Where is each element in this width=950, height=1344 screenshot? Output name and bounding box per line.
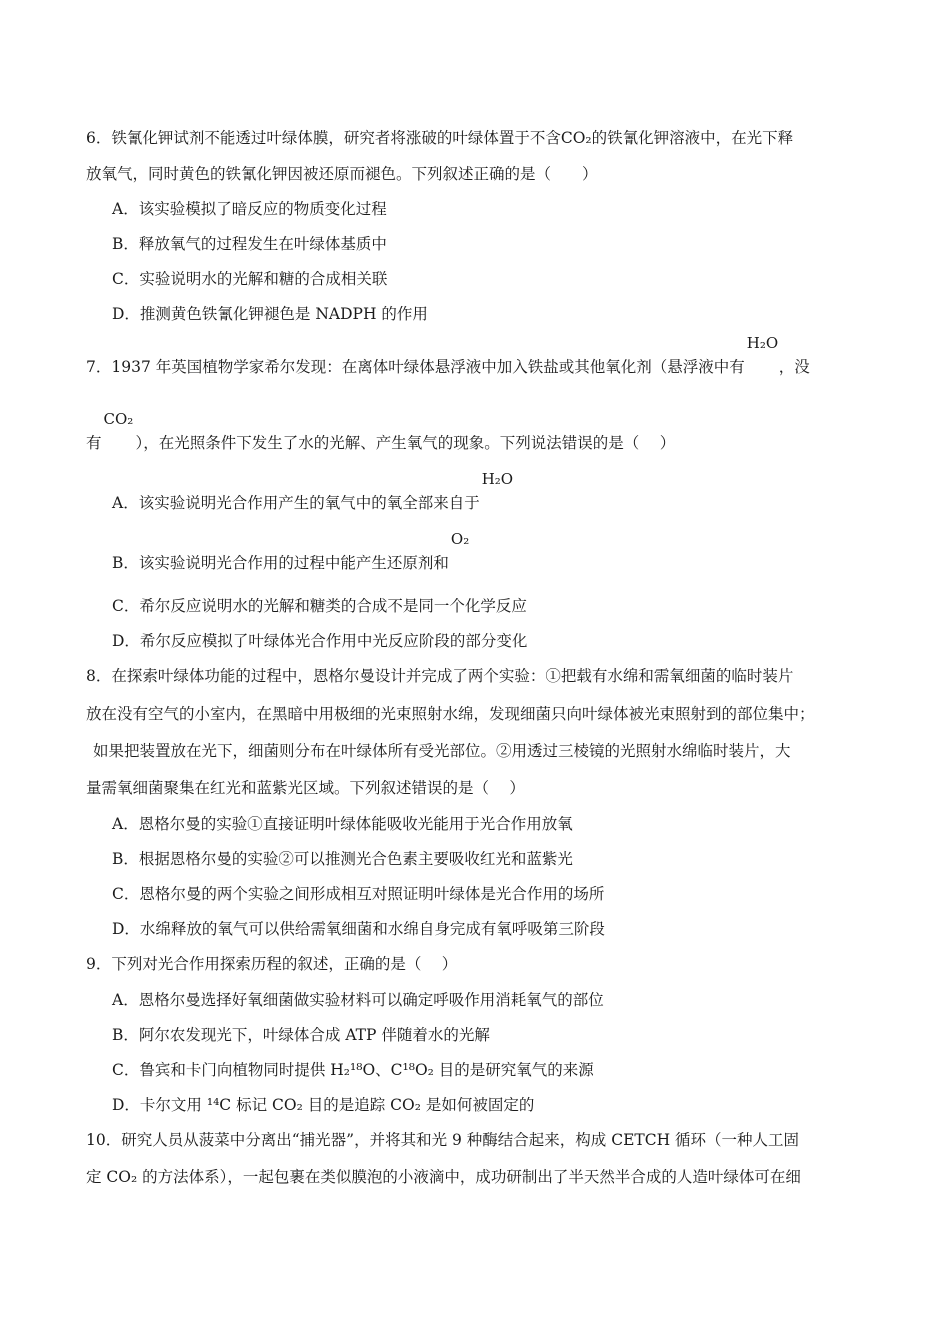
q7-option-a — [112, 470, 514, 513]
q8-option-c: C．恩格尔曼的两个实验之间形成相互对照证明叶绿体是光合作用的场所 — [112, 885, 605, 903]
q10-stem-line1: 10．研究人员从菠菜中分离出“捕光器”，并将其和光 9 种酶结合起来，构成 CETCH 循环（一种人工固 — [86, 1131, 800, 1149]
q9-option-a: A．恩格尔曼选择好氧细菌做实验材料可以确定呼吸作用消耗氧气的部位 — [112, 991, 604, 1009]
q8-option-a: A．恩格尔曼的实验①直接证明叶绿体能吸收光能用于光合作用放氧 — [112, 815, 573, 833]
q9-stem-line1: 9．下列对光合作用探索历程的叙述，正确的是（ ） — [86, 955, 458, 973]
q6-option-c: C．实验说明水的光解和糖的合成相关联 — [112, 270, 388, 288]
formula-co2 — [102, 410, 136, 448]
q7-option-b-text: B．该实验说明光合作用的过程中能产生还原剂和 — [112, 554, 449, 572]
q6-stem-line1: 6．铁氰化钾试剂不能透过叶绿体膜，研究者将涨破的叶绿体置于不含CO₂的铁氰化钾溶液中，在光下释 — [86, 129, 794, 147]
q8-option-b: B．根据恩格尔曼的实验②可以推测光合色素主要吸收红光和蓝紫光 — [112, 850, 573, 868]
q7-option-a-text: A．该实验说明光合作用产生的氧气中的氧全部来自于 — [112, 494, 480, 512]
formula-text: CO₂ — [103, 410, 134, 428]
q7-stem-line2 — [86, 410, 676, 453]
q7-stem-line1-text: 7．1937 年英国植物学家希尔发现：在离体叶绿体悬浮液中加入铁盐或其他氧化剂（悬浮液中有 — [86, 358, 745, 376]
q7-option-b — [112, 530, 483, 573]
q6-option-b: B．释放氧气的过程发生在叶绿体基质中 — [112, 235, 387, 253]
q9-option-c: C．鲁宾和卡门向植物同时提供 H₂¹⁸O、C¹⁸O₂ 目的是研究氧气的来源 — [112, 1061, 594, 1079]
formula-h2o — [480, 470, 514, 508]
q7-option-c: C．希尔反应说明水的光解和糖类的合成不是同一个化学反应 — [112, 597, 527, 615]
q9-option-d: D．卡尔文用 ¹⁴C 标记 CO₂ 目的是追踪 CO₂ 是如何被固定的 — [112, 1096, 535, 1114]
q7-stem-line2-text: ），在光照条件下发生了水的光解、产生氧气的现象。下列说法错误的是（ ） — [135, 434, 676, 452]
q6-option-d: D．推测黄色铁氰化钾褪色是 NADPH 的作用 — [112, 305, 428, 323]
formula-text: H₂O — [481, 470, 514, 488]
q8-stem-line3: 如果把装置放在光下，细菌则分布在叶绿体所有受光部位。②用透过三棱镜的光照射水绵临时装片，大 — [93, 742, 791, 760]
q8-stem-line1: 8．在探索叶绿体功能的过程中，恩格尔曼设计并完成了两个实验：①把载有水绵和需氧细菌的临时装片 — [86, 667, 794, 685]
q10-stem-line2: 定 CO₂ 的方法体系），一起包裹在类似膜泡的小液滴中，成功研制出了半天然半合成的人造叶绿体可在细 — [86, 1168, 801, 1186]
formula-h2o — [745, 334, 779, 372]
q6-stem-line2: 放氧气，同时黄色的铁氰化钾因被还原而褪色。下列叙述正确的是（ ） — [86, 165, 598, 183]
formula-o2 — [449, 530, 483, 568]
q9-option-b: B．阿尔农发现光下，叶绿体合成 ATP 伴随着水的光解 — [112, 1026, 490, 1044]
q8-option-d: D．水绵释放的氧气可以供给需氧细菌和水绵自身完成有氧呼吸第三阶段 — [112, 920, 605, 938]
q7-stem-line1-tail: ，没 — [778, 358, 810, 376]
q7-option-d: D．希尔反应模拟了叶绿体光合作用中光反应阶段的部分变化 — [112, 632, 528, 650]
q6-option-a: A．该实验模拟了暗反应的物质变化过程 — [112, 200, 387, 218]
q8-stem-line4: 量需氧细菌聚集在红光和蓝紫光区域。下列叙述错误的是（ ） — [86, 779, 525, 797]
q7-stem-line1 — [86, 334, 810, 377]
q8-stem-line2: 放在没有空气的小室内，在黑暗中用极细的光束照射水绵，发现细菌只向叶绿体被光束照射到的部位集中； — [86, 705, 815, 723]
formula-text: O₂ — [450, 530, 470, 548]
formula-text: H₂O — [746, 334, 779, 352]
q7-stem-line2-head: 有 — [86, 434, 102, 452]
